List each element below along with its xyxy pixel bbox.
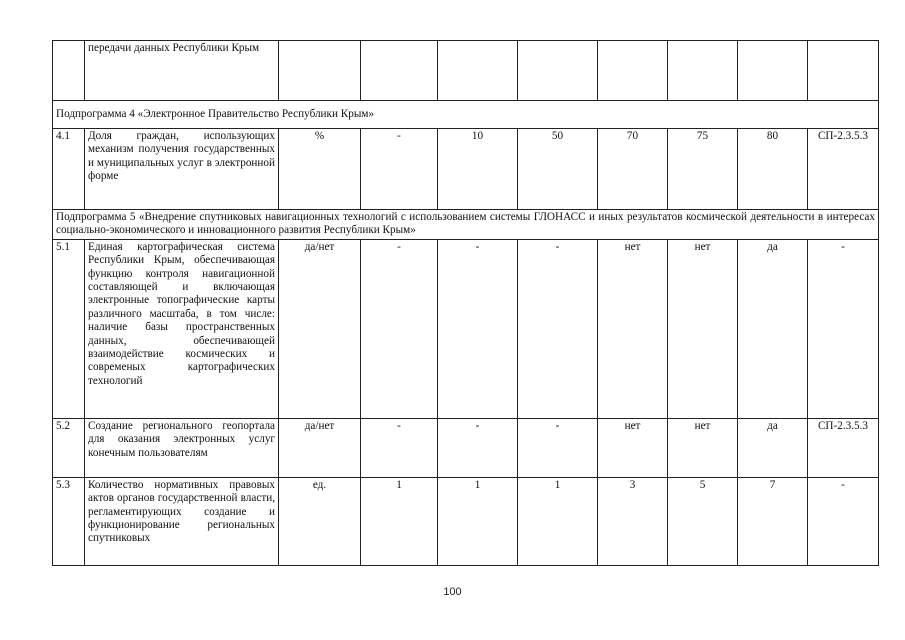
cell-value-1: - <box>361 418 438 477</box>
cell-value-4: 70 <box>598 129 668 210</box>
indicators-table <box>52 40 879 566</box>
cell-value-1: - <box>361 239 438 418</box>
cell-value <box>738 41 808 101</box>
cell-value <box>668 41 738 101</box>
table-row-4-1 <box>53 129 879 210</box>
cell-value-3: 1 <box>518 477 598 565</box>
cell-value-6: да <box>738 239 808 418</box>
cell-num: 4.1 <box>53 129 85 210</box>
cell-value-4: 3 <box>598 477 668 565</box>
cell-value-1: 1 <box>361 477 438 565</box>
page-number: 100 <box>443 586 462 598</box>
cell-num: 5.2 <box>53 418 85 477</box>
cell-value-2: - <box>438 418 518 477</box>
cell-value <box>361 41 438 101</box>
cell-unit <box>279 41 361 101</box>
cell-value-3: - <box>518 239 598 418</box>
cell-value-5: 5 <box>668 477 738 565</box>
cell-value-5: 75 <box>668 129 738 210</box>
table-row-5-2 <box>53 418 879 477</box>
section-row-subprogram4 <box>53 101 879 129</box>
subprogram5-title: Подпрограмма 5 «Внедрение спутниковых навигационных технологий с использованием системы ГЛОНАСС и иных результатов космической деятельности в интересах социально-экономического и инновационного развития Республики Крым» <box>53 210 879 240</box>
cell-value <box>518 41 598 101</box>
cell-unit: ед. <box>279 477 361 565</box>
cell-value <box>598 41 668 101</box>
cell-value-6: 7 <box>738 477 808 565</box>
cell-description: Единая картографическая система Республики Крым, обеспечивающая функцию контроля навигационной составляющей и включающая электронные топографические карты различного масштаба, в том числе: наличие базы пространственных данных, обеспечивающей взаимодействие космических и современых картографических технологий <box>85 239 279 418</box>
cell-num <box>53 41 85 101</box>
cell-description: Создание регионального геопортала для оказания электронных услуг конечным пользователям <box>85 418 279 477</box>
cell-reference: СП-2.3.5.3 <box>808 418 879 477</box>
cell-value-2: 1 <box>438 477 518 565</box>
cell-value-4: нет <box>598 239 668 418</box>
cell-value-6: 80 <box>738 129 808 210</box>
cell-value-2: 10 <box>438 129 518 210</box>
table-row-5-3 <box>53 477 879 565</box>
section-row-subprogram5 <box>53 210 879 240</box>
cell-reference <box>808 41 879 101</box>
cell-unit: % <box>279 129 361 210</box>
cell-unit: да/нет <box>279 418 361 477</box>
table-row-5-1 <box>53 239 879 418</box>
cell-value-4: нет <box>598 418 668 477</box>
cell-reference: - <box>808 477 879 565</box>
cell-value-1: - <box>361 129 438 210</box>
cell-reference: - <box>808 239 879 418</box>
cell-description: Доля граждан, использующих механизм получения государственных и муниципальных услуг в электронной форме <box>85 129 279 210</box>
cell-value-6: да <box>738 418 808 477</box>
cell-num: 5.1 <box>53 239 85 418</box>
cell-value <box>438 41 518 101</box>
cell-unit: да/нет <box>279 239 361 418</box>
cell-value-3: - <box>518 418 598 477</box>
cell-num: 5.3 <box>53 477 85 565</box>
table-row-continuation <box>53 41 879 101</box>
cell-description: передачи данных Республики Крым <box>85 41 279 101</box>
cell-reference: СП-2.3.5.3 <box>808 129 879 210</box>
cell-value-2: - <box>438 239 518 418</box>
cell-value-5: нет <box>668 239 738 418</box>
cell-description: Количество нормативных правовых актов органов государственной власти, регламентирующих создание и функционирование региональных спутниковых <box>85 477 279 565</box>
subprogram4-title: Подпрограмма 4 «Электронное Правительство Республики Крым» <box>53 101 879 129</box>
cell-value-5: нет <box>668 418 738 477</box>
cell-value-3: 50 <box>518 129 598 210</box>
